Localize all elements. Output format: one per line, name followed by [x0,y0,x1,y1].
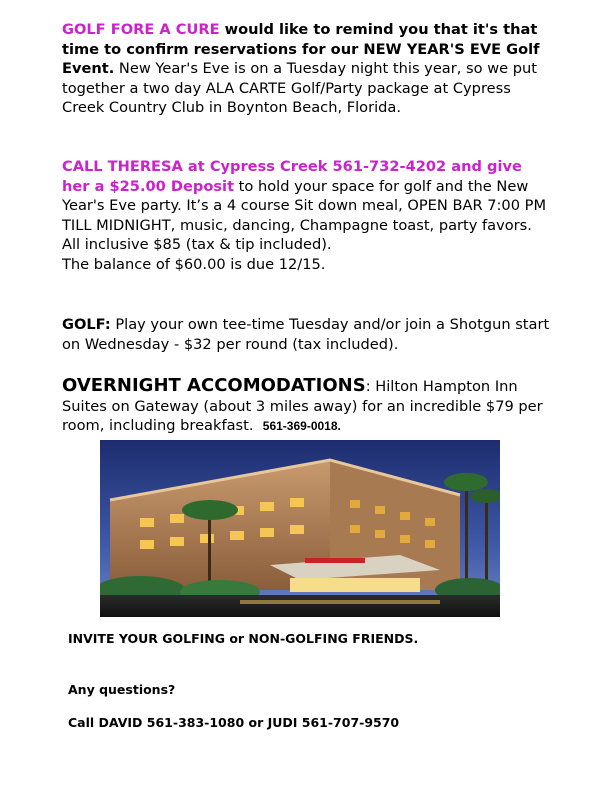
hotel-phone: 561-369-0018. [262,419,341,433]
overnight-label: OVERNIGHT ACCOMODATIONS [62,375,366,396]
overnight-body: : Hilton Hampton Inn Suites on Gateway (about 3 miles away) for an incredible $79 per room, including breakfast. [62,378,543,434]
reminder-text: would like to remind you that it's that time to confirm reservations for our NEW YEAR'S EVE Golf Event. [62,21,540,77]
org-name: GOLF FORE A CURE [62,21,220,38]
hotel-photo [100,440,500,617]
invite-text: INVITE YOUR GOLFING or NON-GOLFING FRIENDS. [68,631,419,646]
call-theresa: CALL THERESA at Cypress Creek 561-732-4202 and give her a $25.00 Deposit [62,158,522,195]
golf-paragraph [62,315,552,354]
deposit-body: to hold your space for golf and the New Year's Eve party. It’s a 4 course Sit down meal, OPEN BAR 7:00 PM TILL MIDNIGHT, music, dancing, Champagne toast, party favors. All inclusive $85 (tax & tip included). [62,177,547,253]
balance-text: The balance of $60.00 is due 12/15. [62,255,326,273]
hotel-photo-graphic [100,440,500,617]
intro-body: New Year's Eve is on a Tuesday night this year, so we put together a two day ALA CARTE Golf/Party package at Cypress Creek Country Club in Boynton Beach, Florida. [62,60,537,116]
intro-paragraph [62,20,552,118]
contact-text: Call DAVID 561-383-1080 or JUDI 561-707-9570 [68,715,400,730]
deposit-paragraph [62,157,552,274]
golf-body: Play your own tee-time Tuesday and/or join a Shotgun start on Wednesday - $32 per round (tax included). [62,316,550,353]
questions-text: Any questions? [68,682,176,697]
overnight-paragraph [62,376,552,437]
golf-label: GOLF: [62,316,111,333]
